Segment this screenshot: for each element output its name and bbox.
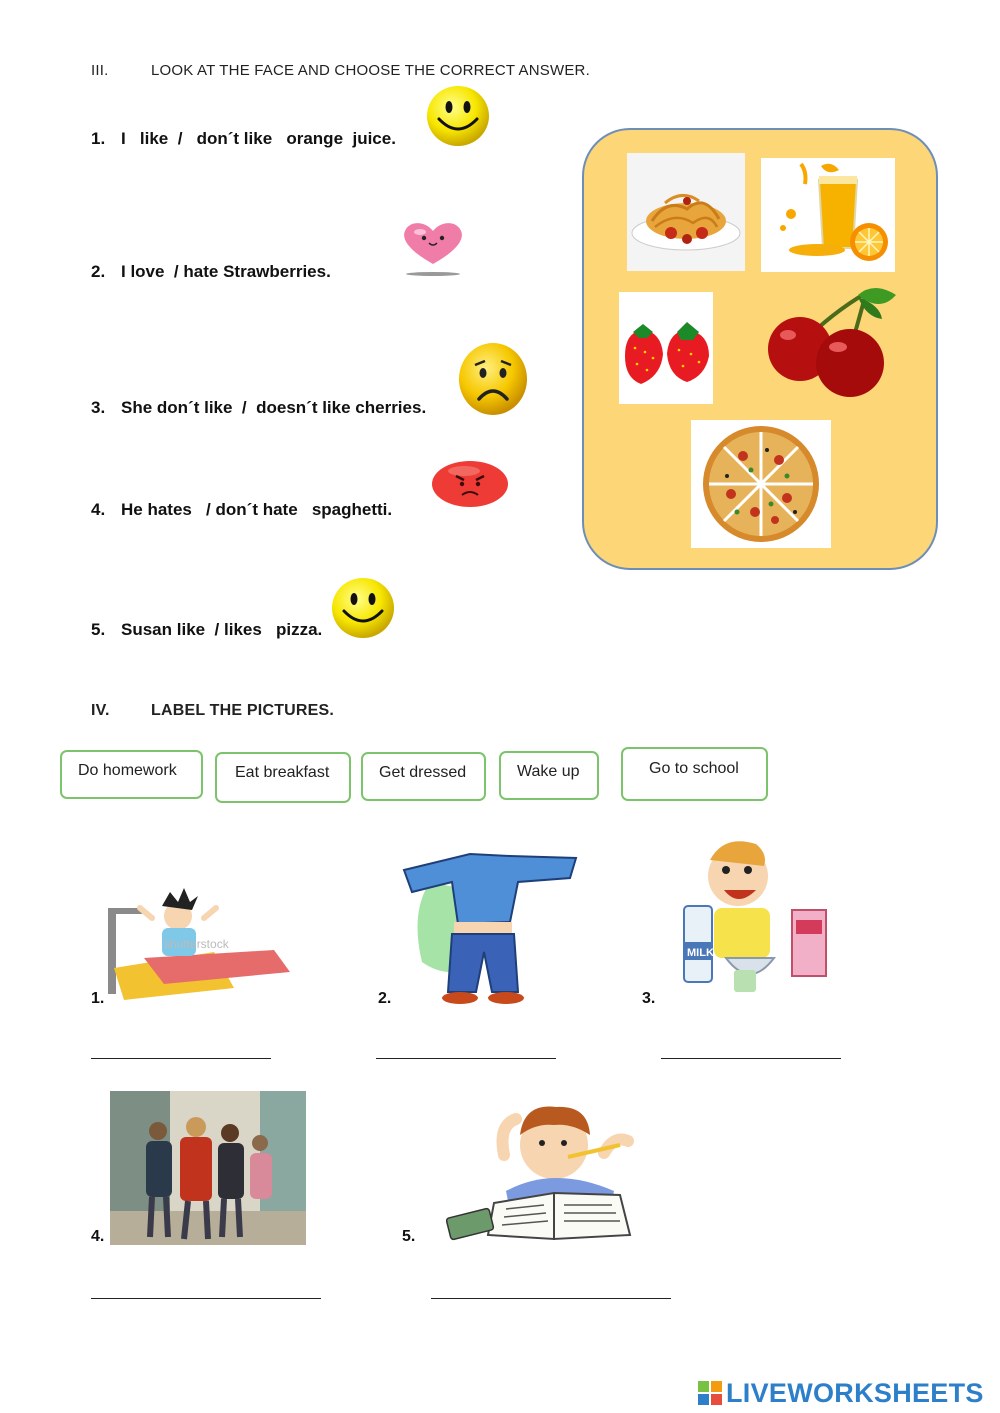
question-text: Strawberries. — [218, 262, 331, 281]
spaghetti-image — [627, 153, 745, 271]
word-bank-go-to-school[interactable]: Go to school — [621, 747, 768, 801]
sad-face-icon — [457, 341, 529, 417]
picture-2-number: 2. — [378, 990, 392, 1007]
word-bank-do-homework[interactable]: Do homework — [60, 750, 203, 799]
section-4-number: IV. — [91, 702, 110, 719]
liveworksheets-logo[interactable] — [698, 1378, 984, 1408]
answer-blank-5[interactable] — [431, 1298, 671, 1299]
happy-face-icon — [330, 576, 396, 640]
word-bank-get-dressed[interactable]: Get dressed — [361, 752, 486, 801]
question-3 — [91, 398, 426, 418]
question-1 — [91, 129, 396, 149]
answer-option-b[interactable]: don´t like — [196, 129, 273, 148]
watermark: shutterstock — [164, 937, 229, 951]
answer-blank-1[interactable] — [91, 1058, 271, 1059]
children-walking-to-school-image — [110, 1091, 306, 1245]
boy-eating-cereal-image — [664, 830, 844, 1006]
question-text: He — [121, 500, 148, 519]
option-separator: / — [164, 262, 184, 281]
question-text: orange juice. — [272, 129, 396, 148]
boy-getting-dressed-image — [400, 852, 580, 1006]
question-2 — [91, 262, 331, 282]
question-text: Susan — [121, 620, 177, 639]
question-5 — [91, 620, 322, 640]
svg-text:MILK: MILK — [687, 947, 714, 959]
question-number: 5. — [91, 620, 106, 639]
question-text: I — [121, 129, 140, 148]
answer-option-b[interactable]: likes — [224, 620, 262, 639]
answer-option-a[interactable]: like — [176, 620, 206, 639]
answer-blank-2[interactable] — [376, 1058, 556, 1059]
boy-doing-homework-image — [444, 1095, 668, 1245]
question-text: pizza. — [261, 620, 323, 639]
question-number: 3. — [91, 398, 106, 417]
answer-blank-4[interactable] — [91, 1298, 321, 1299]
answer-option-a[interactable]: love — [130, 262, 165, 281]
option-separator: / — [232, 398, 257, 417]
section-4-heading — [91, 702, 334, 720]
strawberries-image — [619, 292, 713, 404]
answer-option-b[interactable]: doesn´t like — [256, 398, 351, 417]
cherries-image — [762, 283, 904, 401]
picture-3-number: 3. — [642, 990, 656, 1007]
heart-face-icon — [398, 218, 468, 278]
answer-option-b[interactable]: hate — [183, 262, 219, 281]
question-text: cherries. — [350, 398, 427, 417]
word-bank-wake-up[interactable]: Wake up — [499, 751, 599, 800]
angry-face-icon — [428, 456, 512, 512]
picture-5-number: 5. — [402, 1228, 416, 1245]
pizza-image — [691, 420, 831, 548]
answer-option-b[interactable]: don´t hate — [215, 500, 298, 519]
section-3-title: LOOK AT THE FACE AND CHOOSE THE CORRECT ANSWER. — [151, 62, 590, 79]
option-separator: / — [168, 129, 197, 148]
question-number: 2. — [91, 262, 106, 281]
option-separator: / — [191, 500, 216, 519]
section-3-number: III. — [91, 62, 109, 79]
question-4 — [91, 500, 392, 520]
picture-1-number: 1. — [91, 990, 105, 1007]
question-number: 4. — [91, 500, 106, 519]
happy-face-icon — [425, 84, 491, 148]
word-bank-eat-breakfast[interactable]: Eat breakfast — [215, 752, 351, 803]
question-number: 1. — [91, 129, 106, 148]
option-separator: / — [205, 620, 225, 639]
answer-blank-3[interactable] — [661, 1058, 841, 1059]
answer-option-a[interactable]: don´t like — [156, 398, 233, 417]
picture-4-number: 4. — [91, 1228, 105, 1245]
logo-grid-icon — [698, 1381, 722, 1405]
answer-option-a[interactable]: hates — [147, 500, 192, 519]
section-3-heading — [91, 62, 590, 79]
section-4-title: LABEL THE PICTURES. — [151, 702, 335, 719]
boy-waking-up-image — [104, 878, 294, 1006]
question-text: I — [121, 262, 131, 281]
brand-name: LIVEWORKSHEETS — [726, 1377, 984, 1408]
question-text: spaghetti. — [297, 500, 393, 519]
answer-option-a[interactable]: like — [139, 129, 169, 148]
orange-juice-image — [761, 158, 895, 272]
question-text: She — [121, 398, 157, 417]
